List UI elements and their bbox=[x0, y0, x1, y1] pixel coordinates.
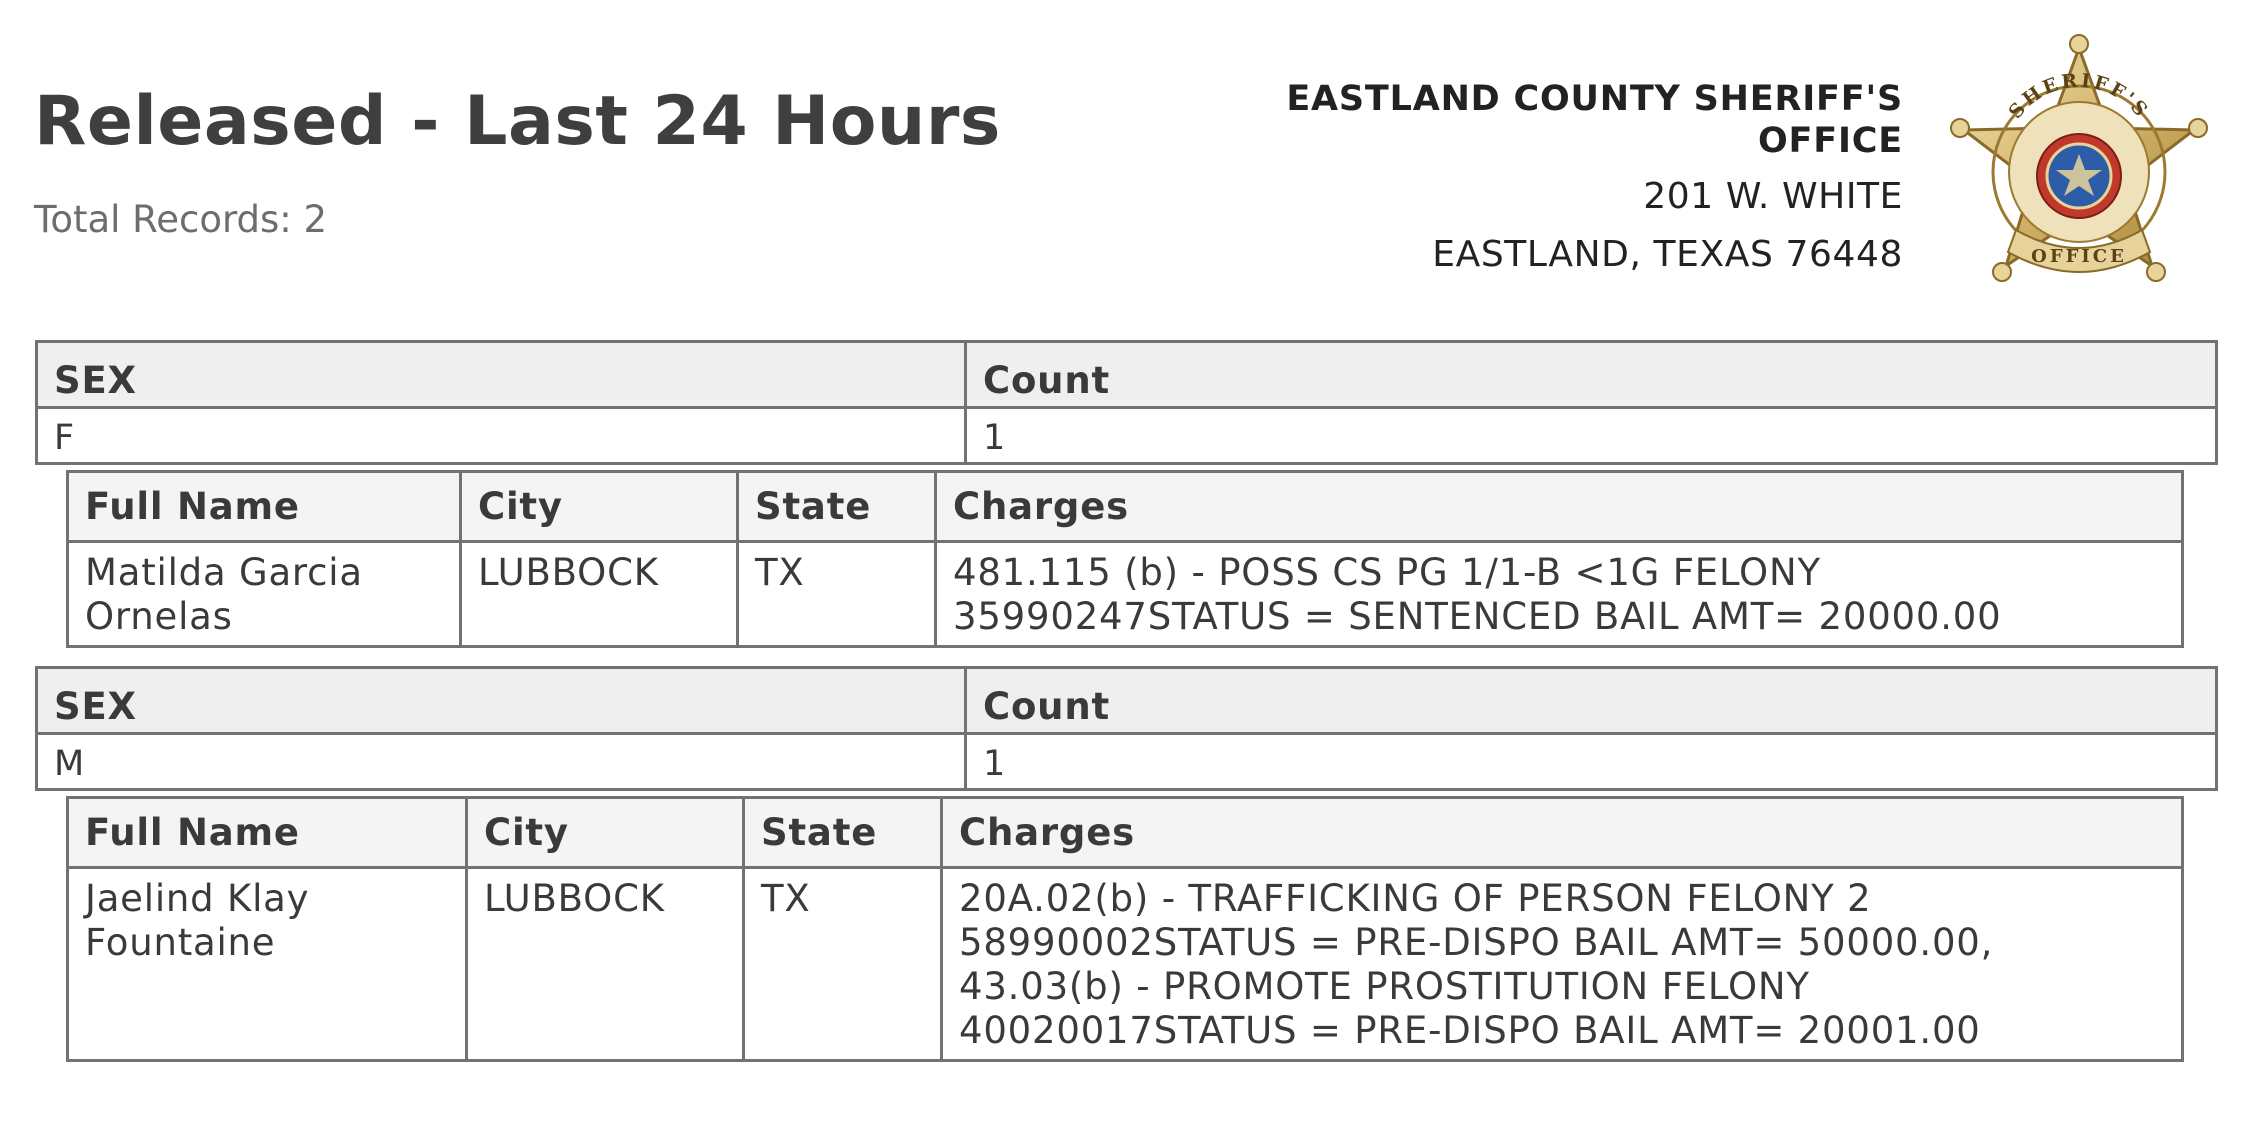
page-title: Released - Last 24 Hours bbox=[34, 82, 1001, 161]
full-name-cell bbox=[68, 542, 461, 647]
sex-summary-table bbox=[35, 340, 2218, 465]
full-name-cell bbox=[68, 868, 467, 1061]
agency-city-state-zip: EASTLAND, TEXAS 76448 bbox=[1432, 234, 1903, 275]
state-column-header: State bbox=[738, 472, 936, 542]
state-cell: TX bbox=[738, 542, 936, 647]
charges-cell bbox=[942, 868, 2183, 1061]
city-cell: LUBBOCK bbox=[467, 868, 744, 1061]
sheriff-badge-logo bbox=[1936, 30, 2222, 306]
sex-column-header: SEX bbox=[37, 342, 966, 408]
count-column-header: Count bbox=[966, 668, 2217, 734]
count-column-header: Count bbox=[966, 342, 2217, 408]
charge-line: 58990002STATUS = PRE-DISPO BAIL AMT= 50000.00, bbox=[959, 921, 1994, 964]
count-value: 1 bbox=[966, 408, 2217, 464]
charge-line: 20A.02(b) - TRAFFICKING OF PERSON FELONY 2 bbox=[959, 877, 1872, 920]
full-name-line: Matilda Garcia bbox=[85, 551, 363, 594]
full-name-line: Fountaine bbox=[85, 921, 276, 964]
table-row bbox=[68, 868, 2183, 1061]
full-name-column-header: Full Name bbox=[68, 472, 461, 542]
release-detail-table bbox=[66, 796, 2184, 1062]
charges-column-header: Charges bbox=[942, 798, 2183, 868]
sex-summary-table bbox=[35, 666, 2218, 791]
agency-block bbox=[1143, 78, 1903, 284]
sex-value: F bbox=[37, 408, 966, 464]
state-column-header: State bbox=[744, 798, 942, 868]
agency-name-line2: OFFICE bbox=[1758, 121, 1903, 161]
full-name-line: Ornelas bbox=[85, 595, 233, 638]
city-cell: LUBBOCK bbox=[461, 542, 738, 647]
release-detail-table bbox=[66, 470, 2184, 648]
city-column-header: City bbox=[467, 798, 744, 868]
sex-value: M bbox=[37, 734, 966, 790]
badge-top-text: SHERIFF'S bbox=[2004, 69, 2154, 123]
city-column-header: City bbox=[461, 472, 738, 542]
count-value: 1 bbox=[966, 734, 2217, 790]
charge-line: 35990247STATUS = SENTENCED BAIL AMT= 20000.00 bbox=[953, 595, 2002, 638]
full-name-line: Jaelind Klay bbox=[85, 877, 310, 920]
table-row bbox=[68, 542, 2183, 647]
charges-cell bbox=[936, 542, 2183, 647]
badge-bottom-text: OFFICE bbox=[2031, 246, 2127, 267]
charge-line: 40020017STATUS = PRE-DISPO BAIL AMT= 20001.00 bbox=[959, 1009, 1981, 1052]
full-name-column-header: Full Name bbox=[68, 798, 467, 868]
state-cell: TX bbox=[744, 868, 942, 1061]
charges-column-header: Charges bbox=[936, 472, 2183, 542]
charge-line: 481.115 (b) - POSS CS PG 1/1-B <1G FELONY bbox=[953, 551, 1821, 594]
total-records: Total Records: 2 bbox=[34, 198, 328, 241]
sex-column-header: SEX bbox=[37, 668, 966, 734]
agency-name-line1: EASTLAND COUNTY SHERIFF'S bbox=[1286, 79, 1903, 119]
agency-address: 201 W. WHITE bbox=[1643, 176, 1903, 217]
charge-line: 43.03(b) - PROMOTE PROSTITUTION FELONY bbox=[959, 965, 1810, 1008]
